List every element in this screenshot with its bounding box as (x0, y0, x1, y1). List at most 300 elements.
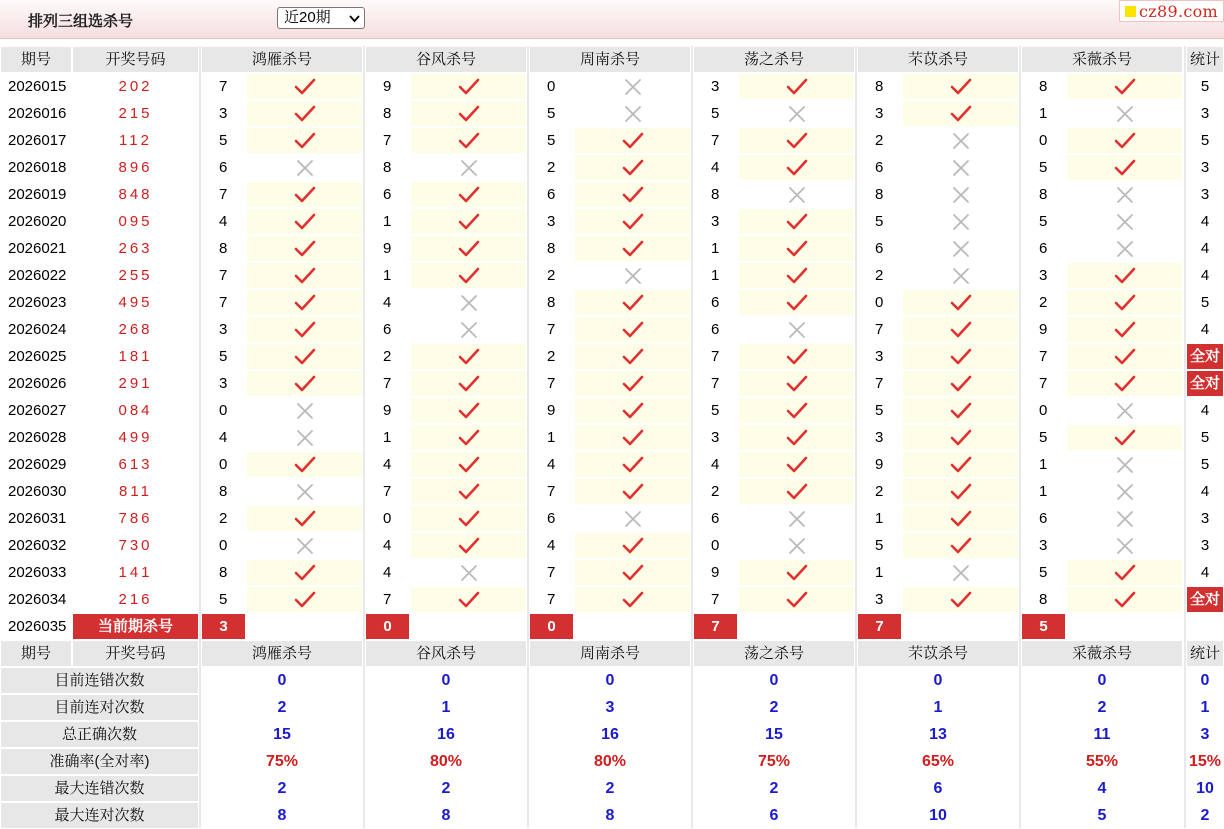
check-icon (786, 240, 808, 258)
check-icon (786, 564, 808, 582)
check-icon (1114, 267, 1136, 285)
header-expert: 周南杀号 (529, 46, 691, 73)
check-icon (950, 591, 972, 609)
column-divider (363, 46, 365, 828)
summary-header-expert: 周南杀号 (529, 640, 691, 667)
check-icon (458, 510, 480, 528)
stat-count: 4 (1186, 208, 1224, 235)
result-correct (574, 181, 691, 208)
kill-digit: 3 (529, 208, 574, 235)
check-icon (1114, 78, 1136, 96)
kill-digit: 6 (529, 505, 574, 532)
kill-digit: 7 (201, 181, 246, 208)
result-wrong (246, 478, 363, 505)
period-select-value: 近20期 (284, 9, 331, 26)
winning-number: 263 (72, 235, 199, 262)
summary-value: 8 (365, 802, 527, 829)
result-correct (902, 505, 1019, 532)
result-correct (410, 127, 527, 154)
result-correct (574, 343, 691, 370)
kill-digit: 3 (201, 370, 246, 397)
result-correct (246, 343, 363, 370)
kill-digit: 5 (857, 532, 902, 559)
result-correct (246, 73, 363, 100)
period-select[interactable] (277, 7, 365, 29)
result-wrong (574, 73, 691, 100)
result-correct (738, 289, 855, 316)
winning-number: 202 (72, 73, 199, 100)
kill-digit: 7 (529, 316, 574, 343)
kill-digit: 5 (693, 100, 738, 127)
check-icon (1114, 294, 1136, 312)
check-icon (294, 564, 316, 582)
kill-digit: 7 (201, 73, 246, 100)
result-correct (902, 478, 1019, 505)
kill-digit: 3 (1021, 262, 1066, 289)
check-icon (458, 78, 480, 96)
check-icon (294, 186, 316, 204)
kill-digit: 4 (365, 451, 410, 478)
result-correct (246, 559, 363, 586)
result-wrong (738, 100, 855, 127)
result-correct (902, 424, 1019, 451)
summary-header-expert: 谷风杀号 (365, 640, 527, 667)
check-icon (950, 483, 972, 501)
check-icon (458, 375, 480, 393)
summary-value: 0 (201, 667, 363, 694)
summary-value: 2 (201, 775, 363, 802)
header-expert: 鸿雁杀号 (201, 46, 363, 73)
kill-digit: 2 (529, 154, 574, 181)
check-icon (950, 510, 972, 528)
stat-count: 3 (1186, 100, 1224, 127)
check-icon (458, 402, 480, 420)
summary-label: 总正确次数 (0, 721, 199, 748)
kill-digit: 7 (529, 478, 574, 505)
result-correct (410, 235, 527, 262)
kill-digit: 8 (1021, 73, 1066, 100)
cross-icon (622, 78, 644, 96)
summary-value: 2 (1021, 694, 1183, 721)
summary-value: 6 (693, 802, 855, 829)
summary-stat: 15% (1186, 748, 1224, 775)
result-wrong (574, 100, 691, 127)
result-wrong (738, 181, 855, 208)
kill-digit: 4 (693, 154, 738, 181)
summary-value: 75% (693, 748, 855, 775)
cross-icon (1114, 402, 1136, 420)
kill-digit: 9 (857, 451, 902, 478)
result-correct (246, 451, 363, 478)
period-cell: 2026034 (0, 586, 72, 613)
result-correct (902, 532, 1019, 559)
cross-icon (1114, 105, 1136, 123)
kill-digit: 1 (693, 235, 738, 262)
cross-icon (1114, 537, 1136, 555)
kill-digit: 7 (693, 586, 738, 613)
stat-count: 5 (1186, 451, 1224, 478)
result-wrong (902, 181, 1019, 208)
kill-digit: 3 (693, 73, 738, 100)
top-bar (0, 0, 1224, 39)
check-icon (950, 348, 972, 366)
check-icon (622, 213, 644, 231)
check-icon (622, 402, 644, 420)
stat-count: 4 (1186, 478, 1224, 505)
result-correct (738, 154, 855, 181)
site-logo[interactable] (1119, 0, 1224, 22)
kill-digit: 7 (1021, 343, 1066, 370)
check-icon (458, 456, 480, 474)
cross-icon (458, 294, 480, 312)
winning-number: 084 (72, 397, 199, 424)
result-correct (1066, 343, 1183, 370)
kill-digit: 6 (1021, 505, 1066, 532)
kill-digit: 8 (365, 100, 410, 127)
result-wrong (1066, 100, 1183, 127)
result-wrong (410, 559, 527, 586)
kill-digit: 6 (857, 235, 902, 262)
check-icon (1114, 348, 1136, 366)
result-wrong (410, 289, 527, 316)
check-icon (458, 537, 480, 555)
summary-value: 6 (857, 775, 1019, 802)
kill-digit: 6 (857, 154, 902, 181)
full-correct-badge: 全对 (1186, 586, 1224, 613)
check-icon (458, 105, 480, 123)
result-correct (246, 316, 363, 343)
result-wrong (1066, 505, 1183, 532)
result-correct (574, 478, 691, 505)
summary-value: 1 (857, 694, 1019, 721)
check-icon (786, 402, 808, 420)
summary-value: 80% (365, 748, 527, 775)
result-correct (1066, 559, 1183, 586)
summary-stat: 2 (1186, 802, 1224, 829)
column-divider (691, 46, 693, 828)
result-wrong (574, 505, 691, 532)
page-title: 排列三组选杀号 (28, 13, 134, 30)
result-correct (574, 316, 691, 343)
check-icon (458, 267, 480, 285)
result-correct (410, 532, 527, 559)
result-correct (246, 127, 363, 154)
summary-label: 目前连对次数 (0, 694, 199, 721)
kill-digit: 5 (201, 127, 246, 154)
result-correct (738, 586, 855, 613)
winning-number: 216 (72, 586, 199, 613)
kill-digit: 7 (365, 586, 410, 613)
summary-stat: 1 (1186, 694, 1224, 721)
check-icon (1114, 132, 1136, 150)
result-correct (574, 424, 691, 451)
period-cell: 2026033 (0, 559, 72, 586)
kill-digit: 4 (529, 451, 574, 478)
current-empty-cell (902, 613, 1019, 640)
cross-icon (1114, 510, 1136, 528)
full-correct-badge: 全对 (1186, 343, 1224, 370)
kill-digit: 9 (1021, 316, 1066, 343)
check-icon (622, 186, 644, 204)
result-correct (574, 586, 691, 613)
kill-digit: 7 (201, 262, 246, 289)
kill-digit: 4 (365, 289, 410, 316)
kill-digit: 5 (693, 397, 738, 424)
check-icon (622, 240, 644, 258)
kill-digit: 8 (857, 73, 902, 100)
result-wrong (1066, 181, 1183, 208)
cross-icon (458, 321, 480, 339)
summary-stat: 0 (1186, 667, 1224, 694)
result-correct (574, 451, 691, 478)
summary-value: 15 (693, 721, 855, 748)
summary-header-stats: 统计 (1186, 640, 1224, 667)
cross-icon (950, 240, 972, 258)
result-correct (410, 397, 527, 424)
summary-value: 16 (529, 721, 691, 748)
kill-digit: 7 (529, 370, 574, 397)
result-correct (410, 586, 527, 613)
kill-digit: 7 (857, 316, 902, 343)
winning-number: 181 (72, 343, 199, 370)
stat-count: 4 (1186, 316, 1224, 343)
kill-digit: 3 (693, 208, 738, 235)
summary-value: 2 (693, 775, 855, 802)
cross-icon (1114, 483, 1136, 501)
current-empty-cell (574, 613, 691, 640)
summary-value: 0 (365, 667, 527, 694)
check-icon (294, 213, 316, 231)
period-cell: 2026026 (0, 370, 72, 397)
summary-value: 0 (1021, 667, 1183, 694)
winning-number: 268 (72, 316, 199, 343)
check-icon (622, 348, 644, 366)
kill-digit: 3 (857, 586, 902, 613)
result-correct (410, 370, 527, 397)
cross-icon (950, 564, 972, 582)
period-cell: 2026031 (0, 505, 72, 532)
period-cell: 2026023 (0, 289, 72, 316)
kill-digit: 7 (365, 478, 410, 505)
period-cell: 2026020 (0, 208, 72, 235)
cross-icon (786, 186, 808, 204)
result-correct (410, 100, 527, 127)
cross-icon (786, 105, 808, 123)
logo-text: cz89.com (1139, 2, 1219, 21)
result-wrong (902, 208, 1019, 235)
header-expert: 荡之杀号 (693, 46, 855, 73)
kill-digit: 5 (1021, 424, 1066, 451)
summary-value: 2 (365, 775, 527, 802)
cross-icon (294, 429, 316, 447)
summary-value: 16 (365, 721, 527, 748)
result-correct (1066, 316, 1183, 343)
column-divider (527, 46, 529, 828)
result-correct (574, 370, 691, 397)
result-correct (902, 343, 1019, 370)
result-correct (410, 505, 527, 532)
result-wrong (246, 424, 363, 451)
cross-icon (622, 510, 644, 528)
winning-number: 112 (72, 127, 199, 154)
stat-count: 5 (1186, 424, 1224, 451)
kill-digit: 9 (365, 73, 410, 100)
kill-digit: 1 (365, 262, 410, 289)
stat-count: 4 (1186, 262, 1224, 289)
result-wrong (1066, 235, 1183, 262)
period-cell: 2026017 (0, 127, 72, 154)
kill-digit: 7 (529, 586, 574, 613)
header-period: 期号 (0, 46, 72, 73)
check-icon (622, 132, 644, 150)
kill-digit: 6 (693, 316, 738, 343)
result-wrong (902, 127, 1019, 154)
cross-icon (1114, 213, 1136, 231)
result-correct (902, 586, 1019, 613)
check-icon (1114, 591, 1136, 609)
check-icon (622, 375, 644, 393)
check-icon (622, 591, 644, 609)
check-icon (1114, 159, 1136, 177)
result-wrong (902, 154, 1019, 181)
check-icon (458, 429, 480, 447)
summary-value: 11 (1021, 721, 1183, 748)
summary-value: 2 (693, 694, 855, 721)
chevron-down-icon (349, 13, 360, 24)
period-cell: 2026027 (0, 397, 72, 424)
current-stat-cell (1186, 613, 1224, 640)
check-icon (458, 132, 480, 150)
check-icon (294, 321, 316, 339)
result-wrong (902, 262, 1019, 289)
result-correct (246, 262, 363, 289)
result-wrong (246, 154, 363, 181)
current-kill-digit: 3 (201, 613, 246, 640)
kill-digit: 6 (693, 289, 738, 316)
result-correct (246, 505, 363, 532)
result-correct (410, 208, 527, 235)
check-icon (294, 132, 316, 150)
cross-icon (1114, 240, 1136, 258)
period-cell: 2026029 (0, 451, 72, 478)
kill-digit: 7 (365, 370, 410, 397)
logo-square-icon (1125, 6, 1136, 17)
period-cell: 2026016 (0, 100, 72, 127)
result-correct (574, 235, 691, 262)
kill-digit: 8 (529, 289, 574, 316)
current-kill-digit: 0 (529, 613, 574, 640)
check-icon (294, 591, 316, 609)
kill-digit: 7 (201, 289, 246, 316)
period-cell: 2026025 (0, 343, 72, 370)
kill-digit: 4 (693, 451, 738, 478)
result-wrong (1066, 532, 1183, 559)
winning-number: 730 (72, 532, 199, 559)
check-icon (458, 186, 480, 204)
check-icon (294, 348, 316, 366)
result-correct (410, 73, 527, 100)
check-icon (1114, 564, 1136, 582)
check-icon (950, 78, 972, 96)
result-correct (410, 262, 527, 289)
result-correct (574, 289, 691, 316)
period-cell: 2026024 (0, 316, 72, 343)
kill-digit: 8 (529, 235, 574, 262)
cross-icon (458, 564, 480, 582)
column-divider (199, 46, 201, 828)
summary-value: 65% (857, 748, 1019, 775)
summary-stat: 3 (1186, 721, 1224, 748)
result-correct (1066, 262, 1183, 289)
summary-label: 最大连错次数 (0, 775, 199, 802)
summary-header-expert: 芣苡杀号 (857, 640, 1019, 667)
summary-value: 8 (529, 802, 691, 829)
period-cell: 2026019 (0, 181, 72, 208)
kill-digit: 0 (1021, 127, 1066, 154)
check-icon (294, 456, 316, 474)
result-correct (1066, 370, 1183, 397)
cross-icon (950, 267, 972, 285)
summary-label: 最大连对次数 (0, 802, 199, 829)
result-correct (738, 127, 855, 154)
summary-value: 0 (693, 667, 855, 694)
result-correct (410, 451, 527, 478)
result-correct (246, 586, 363, 613)
result-correct (738, 397, 855, 424)
stat-count: 4 (1186, 397, 1224, 424)
check-icon (294, 294, 316, 312)
check-icon (786, 375, 808, 393)
result-wrong (246, 532, 363, 559)
summary-value: 0 (857, 667, 1019, 694)
check-icon (622, 159, 644, 177)
check-icon (294, 510, 316, 528)
result-correct (1066, 424, 1183, 451)
kill-digit: 0 (857, 289, 902, 316)
result-correct (410, 181, 527, 208)
result-correct (738, 343, 855, 370)
winning-number: 811 (72, 478, 199, 505)
kill-digit: 3 (857, 424, 902, 451)
winning-number: 215 (72, 100, 199, 127)
kill-digit: 2 (365, 343, 410, 370)
result-correct (246, 370, 363, 397)
full-correct-badge: 全对 (1186, 370, 1224, 397)
kill-digit: 2 (1021, 289, 1066, 316)
cross-icon (458, 159, 480, 177)
check-icon (294, 240, 316, 258)
current-kill-digit: 0 (365, 613, 410, 640)
kill-digit: 0 (529, 73, 574, 100)
current-empty-cell (246, 613, 363, 640)
check-icon (458, 240, 480, 258)
kill-digit: 3 (201, 316, 246, 343)
kill-digit: 1 (365, 208, 410, 235)
cross-icon (1114, 186, 1136, 204)
summary-value: 5 (1021, 802, 1183, 829)
check-icon (950, 537, 972, 555)
result-correct (246, 100, 363, 127)
result-correct (410, 343, 527, 370)
kill-digit: 1 (857, 559, 902, 586)
result-correct (902, 397, 1019, 424)
cross-icon (1114, 456, 1136, 474)
check-icon (622, 456, 644, 474)
result-correct (246, 289, 363, 316)
kill-digit: 5 (857, 397, 902, 424)
kill-digit: 8 (693, 181, 738, 208)
kill-digit: 0 (1021, 397, 1066, 424)
